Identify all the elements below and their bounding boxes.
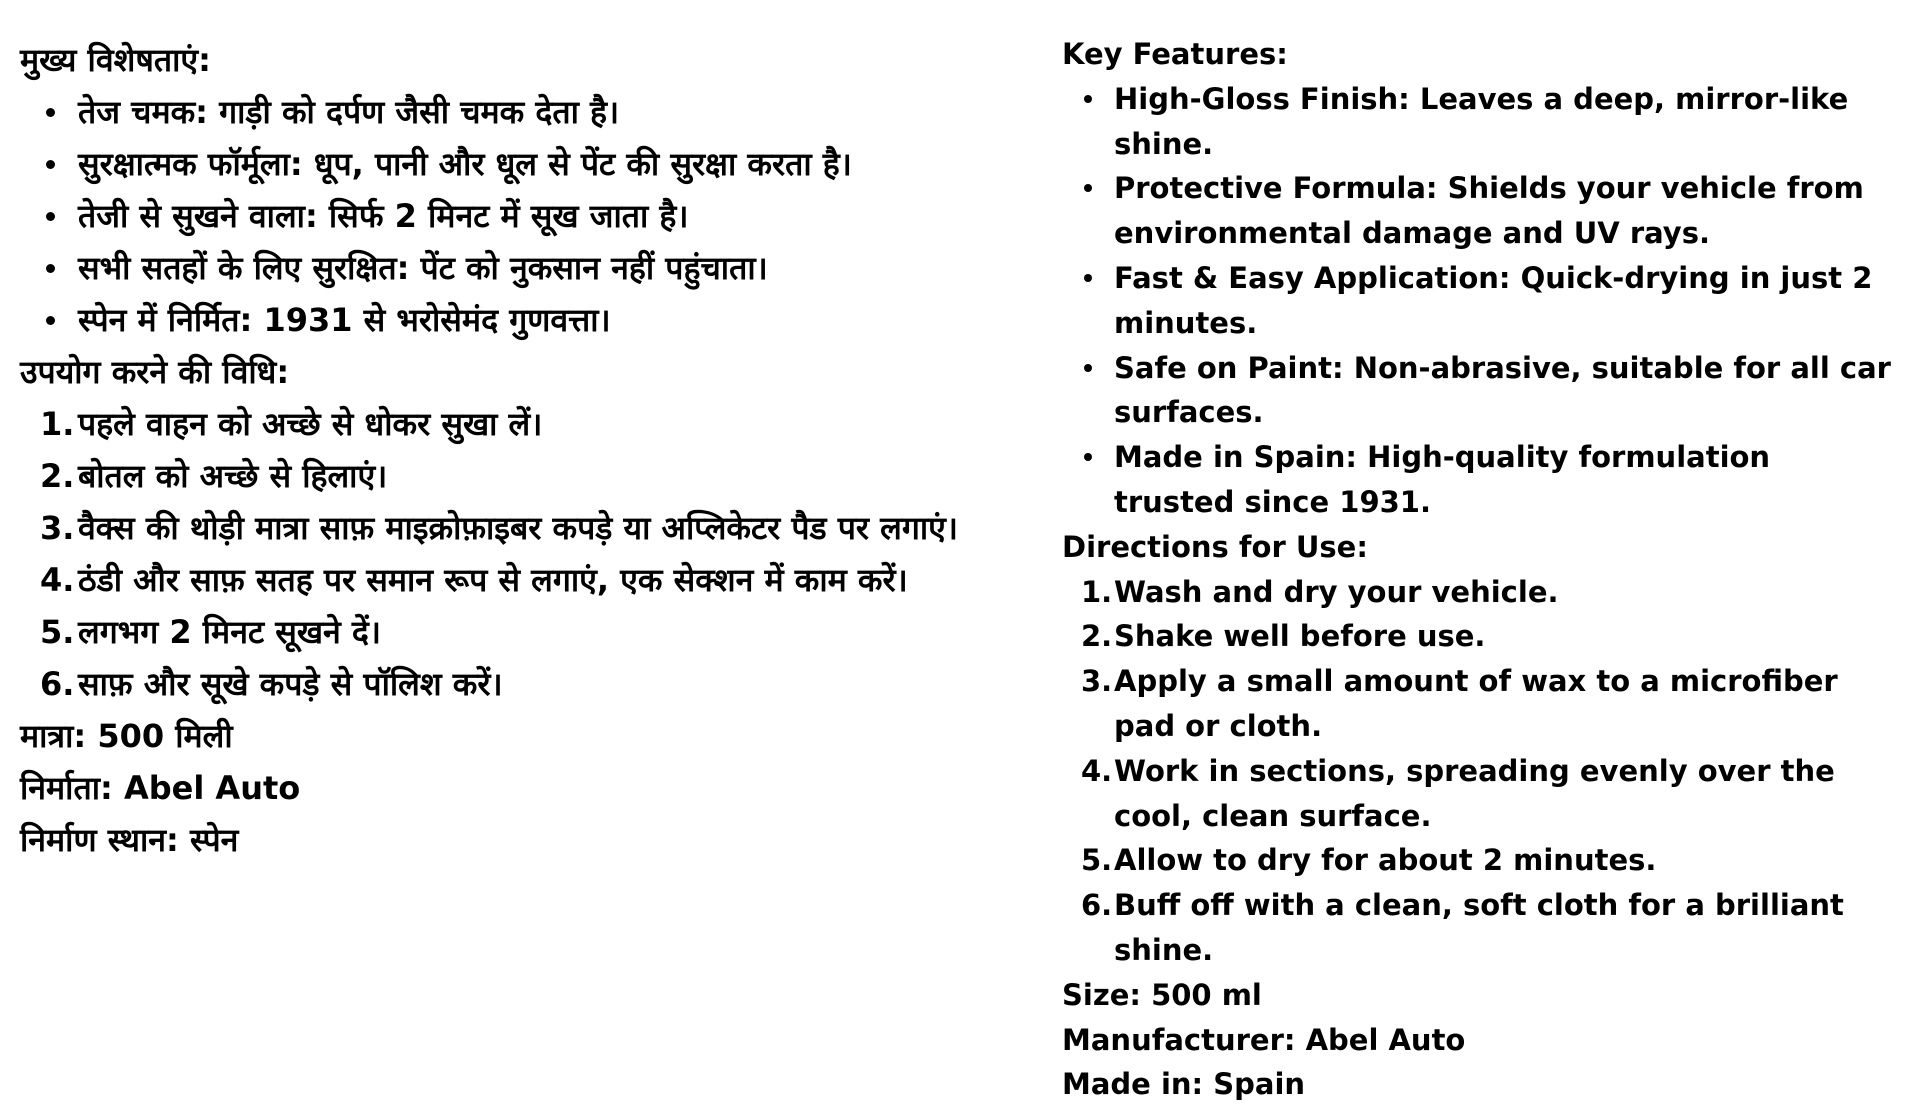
bullet-icon: [1084, 256, 1092, 301]
hindi-directions-list: [20, 398, 1030, 710]
step-number: 1.: [40, 405, 75, 443]
list-item: High-Gloss Finish: Leaves a deep, mirror-like shine.: [1062, 77, 1902, 167]
list-item: तेजी से सुखने वाला: सिर्फ 2 मिनट में सूख जाता है।: [20, 190, 1030, 242]
step-number: 5.: [1081, 843, 1113, 878]
step-number: 4.: [40, 561, 75, 599]
list-item: सभी सतहों के लिए सुरक्षित: पेंट को नुकसान नहीं पहुंचाता।: [20, 242, 1030, 294]
hindi-manufacturer: निर्माता: Abel Auto: [20, 769, 301, 807]
english-directions-list: [1062, 570, 1902, 973]
list-item: 6. Buff off with a clean, soft cloth for a brilliant shine.: [1062, 883, 1902, 973]
english-features-heading: Key Features:: [1062, 37, 1288, 71]
hindi-size: मात्रा: 500 मिली: [20, 717, 233, 755]
list-item: Made in Spain: High-quality formulation trusted since 1931.: [1062, 435, 1902, 525]
step-number: 6.: [1081, 888, 1113, 923]
english-column: [1062, 0, 1902, 1107]
step-number: 2.: [1081, 619, 1113, 654]
english-size: Size: 500 ml: [1062, 977, 1262, 1012]
hindi-directions-heading: उपयोग करने की विधि:: [20, 353, 290, 391]
list-item: 2. Shake well before use.: [1062, 614, 1902, 659]
list-item: सुरक्षात्मक फॉर्मूला: धूप, पानी और धूल से पेंट की सुरक्षा करता है।: [20, 138, 1030, 190]
bullet-icon: [46, 294, 55, 346]
list-item: 5. लगभग 2 मिनट सूखने दें।: [20, 606, 1030, 658]
list-item: 1. पहले वाहन को अच्छे से धोकर सुखा लें।: [20, 398, 1030, 450]
bullet-icon: [46, 190, 55, 242]
step-number: 3.: [40, 509, 75, 547]
list-item: 4. ठंडी और साफ़ सतह पर समान रूप से लगाएं, एक सेक्शन में काम करें।: [20, 554, 1030, 606]
step-number: 6.: [40, 665, 75, 703]
list-item: 5. Allow to dry for about 2 minutes.: [1062, 838, 1902, 883]
list-item: Protective Formula: Shields your vehicle from environmental damage and UV rays.: [1062, 166, 1902, 256]
bullet-icon: [1084, 77, 1092, 122]
english-directions-heading: Directions for Use:: [1062, 529, 1368, 564]
hindi-features-list: [20, 86, 1030, 346]
bullet-icon: [1084, 346, 1092, 391]
step-number: 1.: [1081, 574, 1113, 609]
bullet-icon: [46, 86, 55, 138]
hindi-features-heading: मुख्य विशेषताएं:: [20, 41, 211, 79]
english-made-in: Made in: Spain: [1062, 1067, 1306, 1102]
bullet-icon: [1084, 166, 1092, 211]
list-item: 6. साफ़ और सूखे कपड़े से पॉलिश करें।: [20, 658, 1030, 710]
list-item: 1. Wash and dry your vehicle.: [1062, 570, 1902, 615]
list-item: 3. Apply a small amount of wax to a microfiber pad or cloth.: [1062, 659, 1902, 749]
list-item: 4. Work in sections, spreading evenly over the cool, clean surface.: [1062, 749, 1902, 839]
bullet-icon: [46, 138, 55, 190]
step-number: 2.: [40, 457, 75, 495]
step-number: 3.: [1081, 664, 1113, 699]
english-manufacturer: Manufacturer: Abel Auto: [1062, 1022, 1466, 1057]
hindi-column: [20, 0, 1030, 866]
list-item: स्पेन में निर्मित: 1931 से भरोसेमंद गुणवत्ता।: [20, 294, 1030, 346]
bullet-icon: [1084, 435, 1092, 480]
list-item: Fast & Easy Application: Quick-drying in just 2 minutes.: [1062, 256, 1902, 346]
bullet-icon: [46, 242, 55, 294]
step-number: 5.: [40, 613, 75, 651]
english-features-list: [1062, 77, 1902, 525]
step-number: 4.: [1081, 753, 1113, 788]
list-item: 3. वैक्स की थोड़ी मात्रा साफ़ माइक्रोफ़ाइबर कपड़े या अप्लिकेटर पैड पर लगाएं।: [20, 502, 1030, 554]
list-item: तेज चमक: गाड़ी को दर्पण जैसी चमक देता है।: [20, 86, 1030, 138]
list-item: 2. बोतल को अच्छे से हिलाएं।: [20, 450, 1030, 502]
hindi-made-in: निर्माण स्थान: स्पेन: [20, 821, 239, 859]
list-item: Safe on Paint: Non-abrasive, suitable for all car surfaces.: [1062, 346, 1902, 436]
